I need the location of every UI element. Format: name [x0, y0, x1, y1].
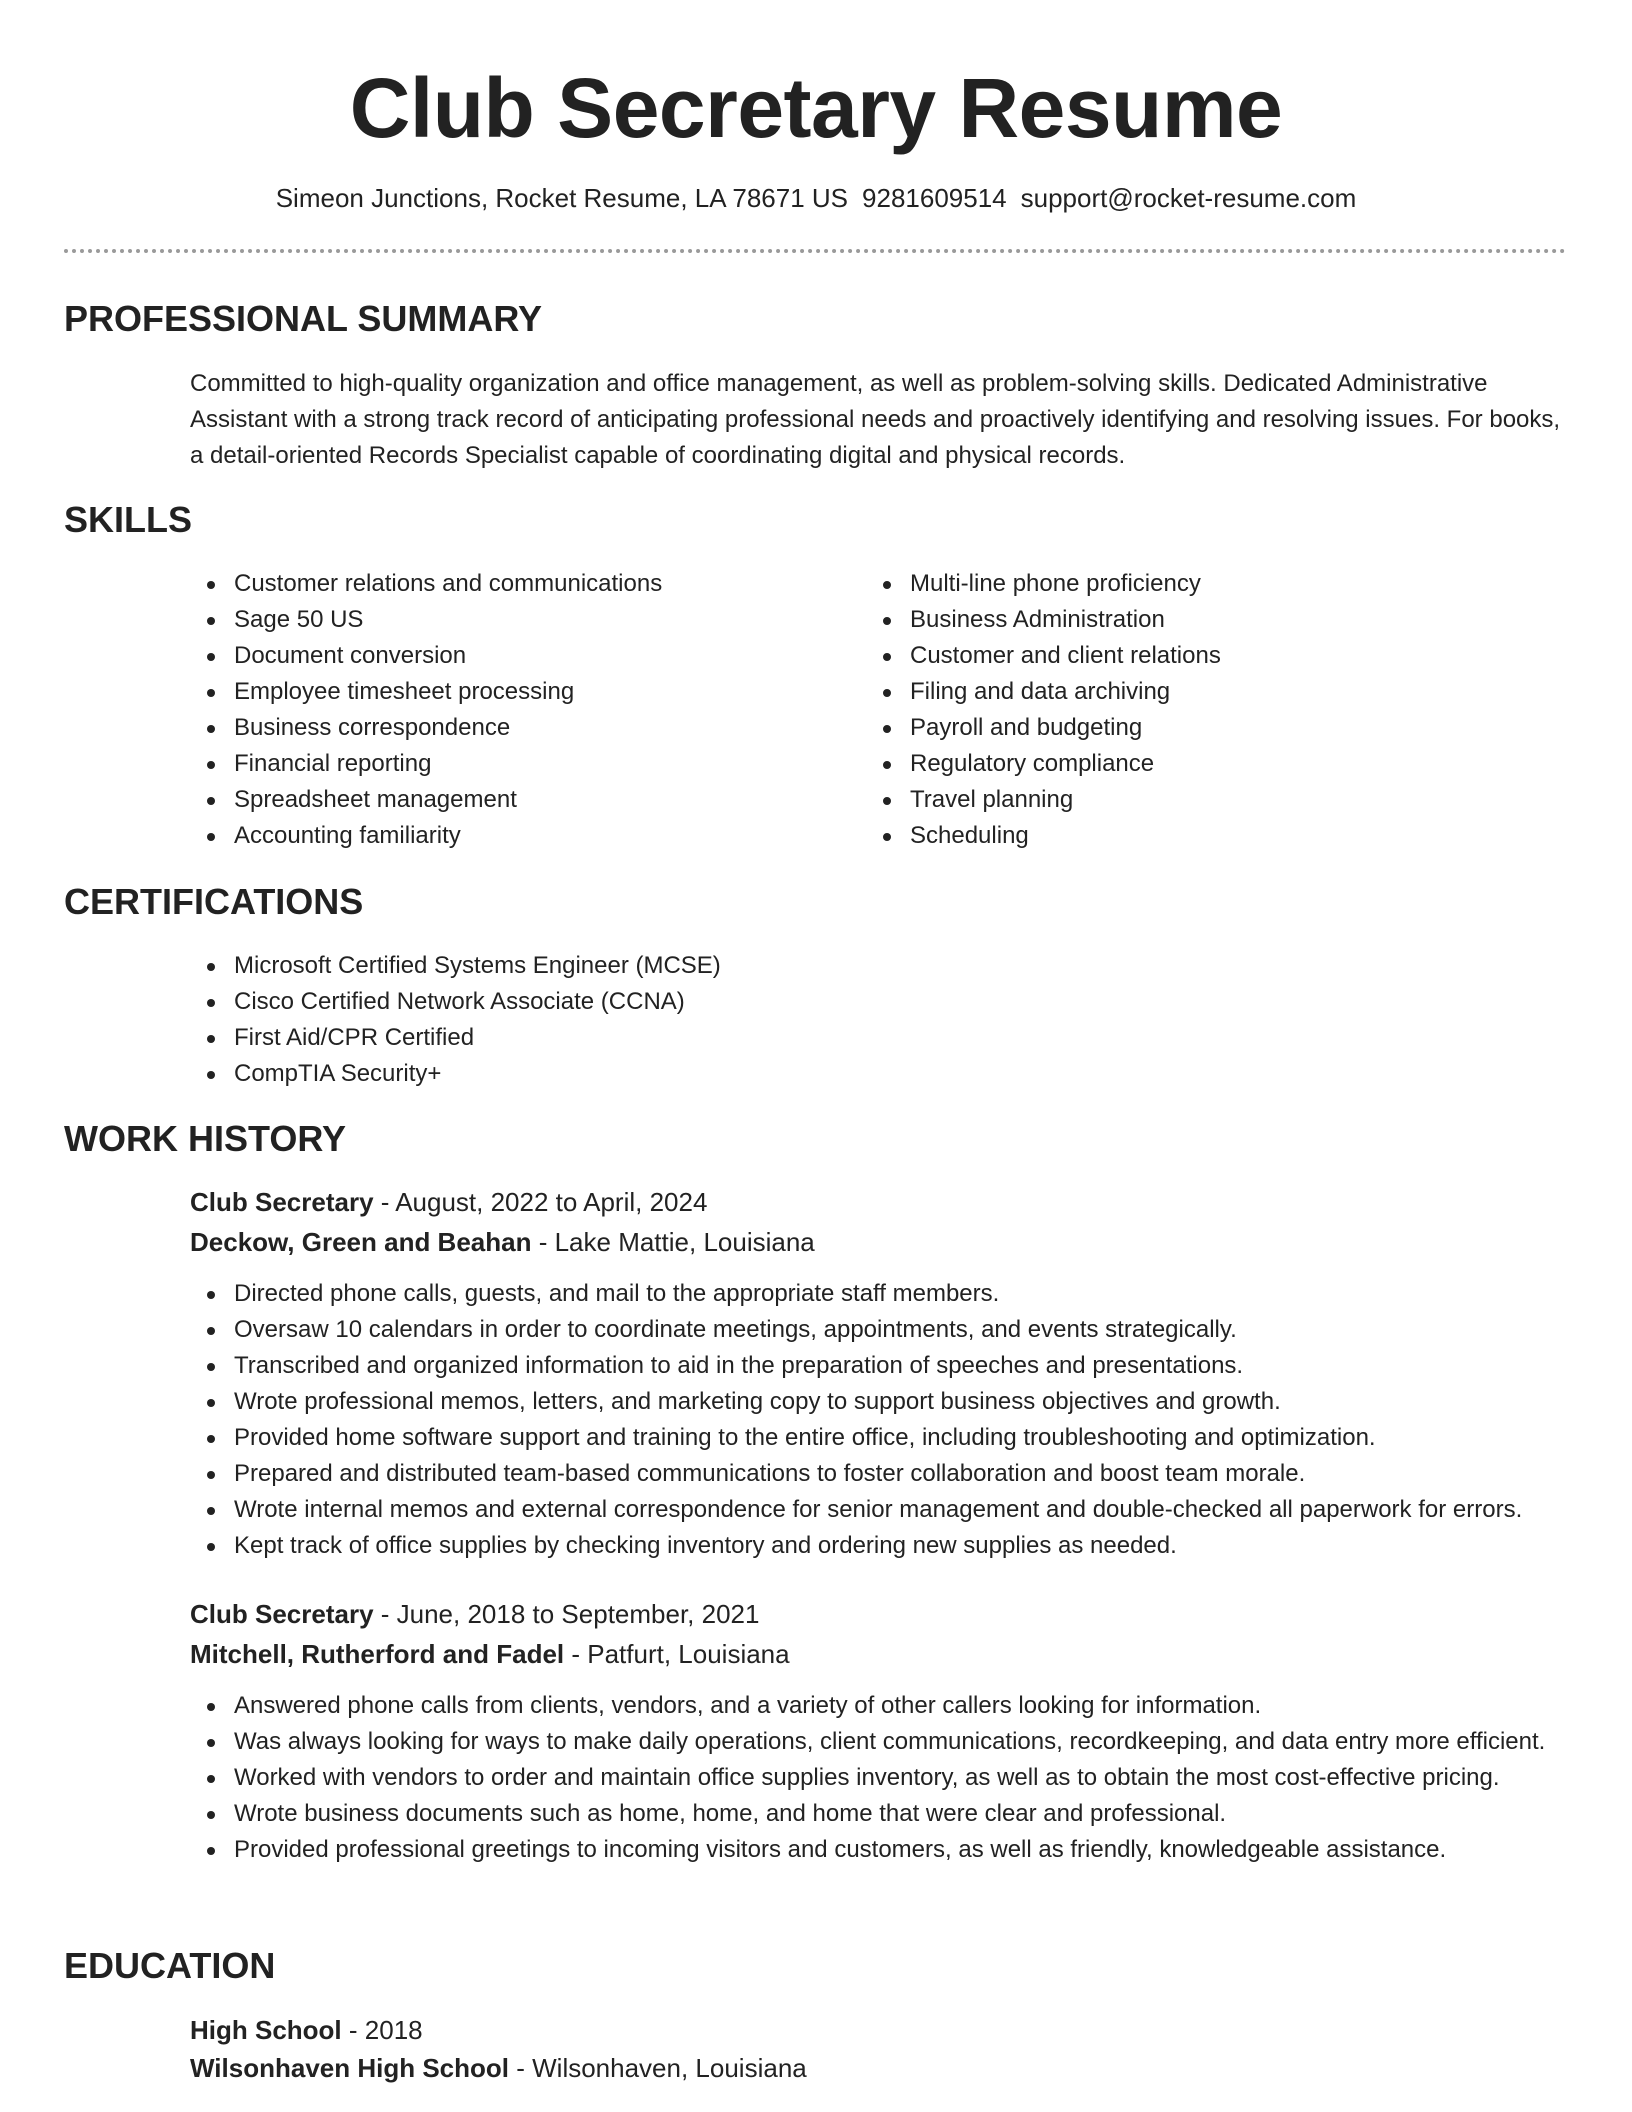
header-divider	[64, 249, 1566, 253]
duty-item: Directed phone calls, guests, and mail to the appropriate staff members.	[234, 1276, 1624, 1312]
education-school: Wilsonhaven High School	[190, 2053, 510, 2083]
job-2-company-line	[190, 1636, 790, 1672]
education-location: - Wilsonhaven, Louisiana	[509, 2053, 807, 2083]
job-title: Club Secretary	[190, 1599, 374, 1629]
job-2-title-line	[190, 1596, 759, 1632]
duty-item: Oversaw 10 calendars in order to coordinate meetings, appointments, and events strategically.	[234, 1312, 1624, 1348]
education-year: - 2018	[341, 2015, 423, 2045]
job-company: Deckow, Green and Beahan	[190, 1227, 532, 1257]
skill-item: Customer and client relations	[910, 638, 1550, 674]
duty-item: Provided home software support and training to the entire office, including troubleshooting and optimization.	[234, 1420, 1624, 1456]
skill-item: Document conversion	[234, 638, 854, 674]
skill-item: Financial reporting	[234, 746, 854, 782]
job-1-duties-list	[190, 1276, 1624, 1564]
duty-item: Wrote business documents such as home, home, and home that were clear and professional.	[234, 1796, 1574, 1832]
certification-item: CompTIA Security+	[234, 1056, 1534, 1092]
duty-item: Answered phone calls from clients, vendors, and a variety of other callers looking for information.	[234, 1688, 1574, 1724]
skill-item: Multi-line phone proficiency	[910, 566, 1550, 602]
education-degree-line	[190, 2012, 423, 2048]
skill-item: Travel planning	[910, 782, 1550, 818]
job-company: Mitchell, Rutherford and Fadel	[190, 1639, 565, 1669]
skill-item: Payroll and budgeting	[910, 710, 1550, 746]
skill-item: Accounting familiarity	[234, 818, 854, 854]
education-school-line	[190, 2050, 807, 2086]
skills-heading: SKILLS	[64, 499, 193, 540]
skill-item: Customer relations and communications	[234, 566, 854, 602]
summary-heading: PROFESSIONAL SUMMARY	[64, 298, 543, 339]
contact-line	[0, 180, 1632, 216]
skill-item: Business correspondence	[234, 710, 854, 746]
skill-item: Scheduling	[910, 818, 1550, 854]
skill-item: Filing and data archiving	[910, 674, 1550, 710]
certifications-list	[190, 948, 1534, 1092]
education-heading: EDUCATION	[64, 1945, 276, 1986]
contact-email[interactable]: support@rocket-resume.com	[1020, 183, 1357, 213]
duty-item: Wrote professional memos, letters, and marketing copy to support business objectives and growth.	[234, 1384, 1624, 1420]
skill-item: Employee timesheet processing	[234, 674, 854, 710]
skill-item: Sage 50 US	[234, 602, 854, 638]
education-degree: High School	[190, 2015, 342, 2045]
certification-item: Cisco Certified Network Associate (CCNA)	[234, 984, 1534, 1020]
certification-item: First Aid/CPR Certified	[234, 1020, 1534, 1056]
contact-address: Simeon Junctions, Rocket Resume, LA 78671 US	[275, 183, 849, 213]
duty-item: Was always looking for ways to make daily operations, client communications, recordkeeping, and data entry more efficient.	[234, 1724, 1574, 1760]
skills-list-right	[866, 566, 1550, 854]
job-1-title-line	[190, 1184, 707, 1220]
certification-item: Microsoft Certified Systems Engineer (MCSE)	[234, 948, 1534, 984]
duty-item: Wrote internal memos and external correspondence for senior management and double-checked all paperwork for errors.	[234, 1492, 1624, 1528]
job-title: Club Secretary	[190, 1187, 374, 1217]
contact-phone: 9281609514	[862, 183, 1007, 213]
job-dates: - June, 2018 to September, 2021	[373, 1599, 760, 1629]
skill-item: Business Administration	[910, 602, 1550, 638]
duty-item: Provided professional greetings to incoming visitors and customers, as well as friendly, knowledgeable assistance.	[234, 1832, 1574, 1868]
skill-item: Spreadsheet management	[234, 782, 854, 818]
skills-list-left	[190, 566, 854, 854]
duty-item: Prepared and distributed team-based communications to foster collaboration and boost team morale.	[234, 1456, 1624, 1492]
duty-item: Kept track of office supplies by checking inventory and ordering new supplies as needed.	[234, 1528, 1624, 1564]
job-2-duties-list	[190, 1688, 1574, 1868]
job-1-company-line	[190, 1224, 815, 1260]
duty-item: Transcribed and organized information to aid in the preparation of speeches and presentations.	[234, 1348, 1624, 1384]
summary-text: Committed to high-quality organization and office management, as well as problem-solving skills. Dedicated Administrative Assistant with a strong track record of anticipating professional needs and proactively identifying and resolving issues. For books, a detail-oriented Records Specialist capable of coordinating digital and physical records.	[190, 370, 1561, 469]
job-location: - Patfurt, Louisiana	[564, 1639, 790, 1669]
skill-item: Regulatory compliance	[910, 746, 1550, 782]
job-location: - Lake Mattie, Louisiana	[531, 1227, 815, 1257]
resume-title: Club Secretary Resume	[349, 61, 1283, 155]
work-history-heading: WORK HISTORY	[64, 1118, 347, 1159]
certifications-heading: CERTIFICATIONS	[64, 881, 364, 922]
duty-item: Worked with vendors to order and maintain office supplies inventory, as well as to obtain the most cost-effective pricing.	[234, 1760, 1574, 1796]
job-dates: - August, 2022 to April, 2024	[373, 1187, 708, 1217]
